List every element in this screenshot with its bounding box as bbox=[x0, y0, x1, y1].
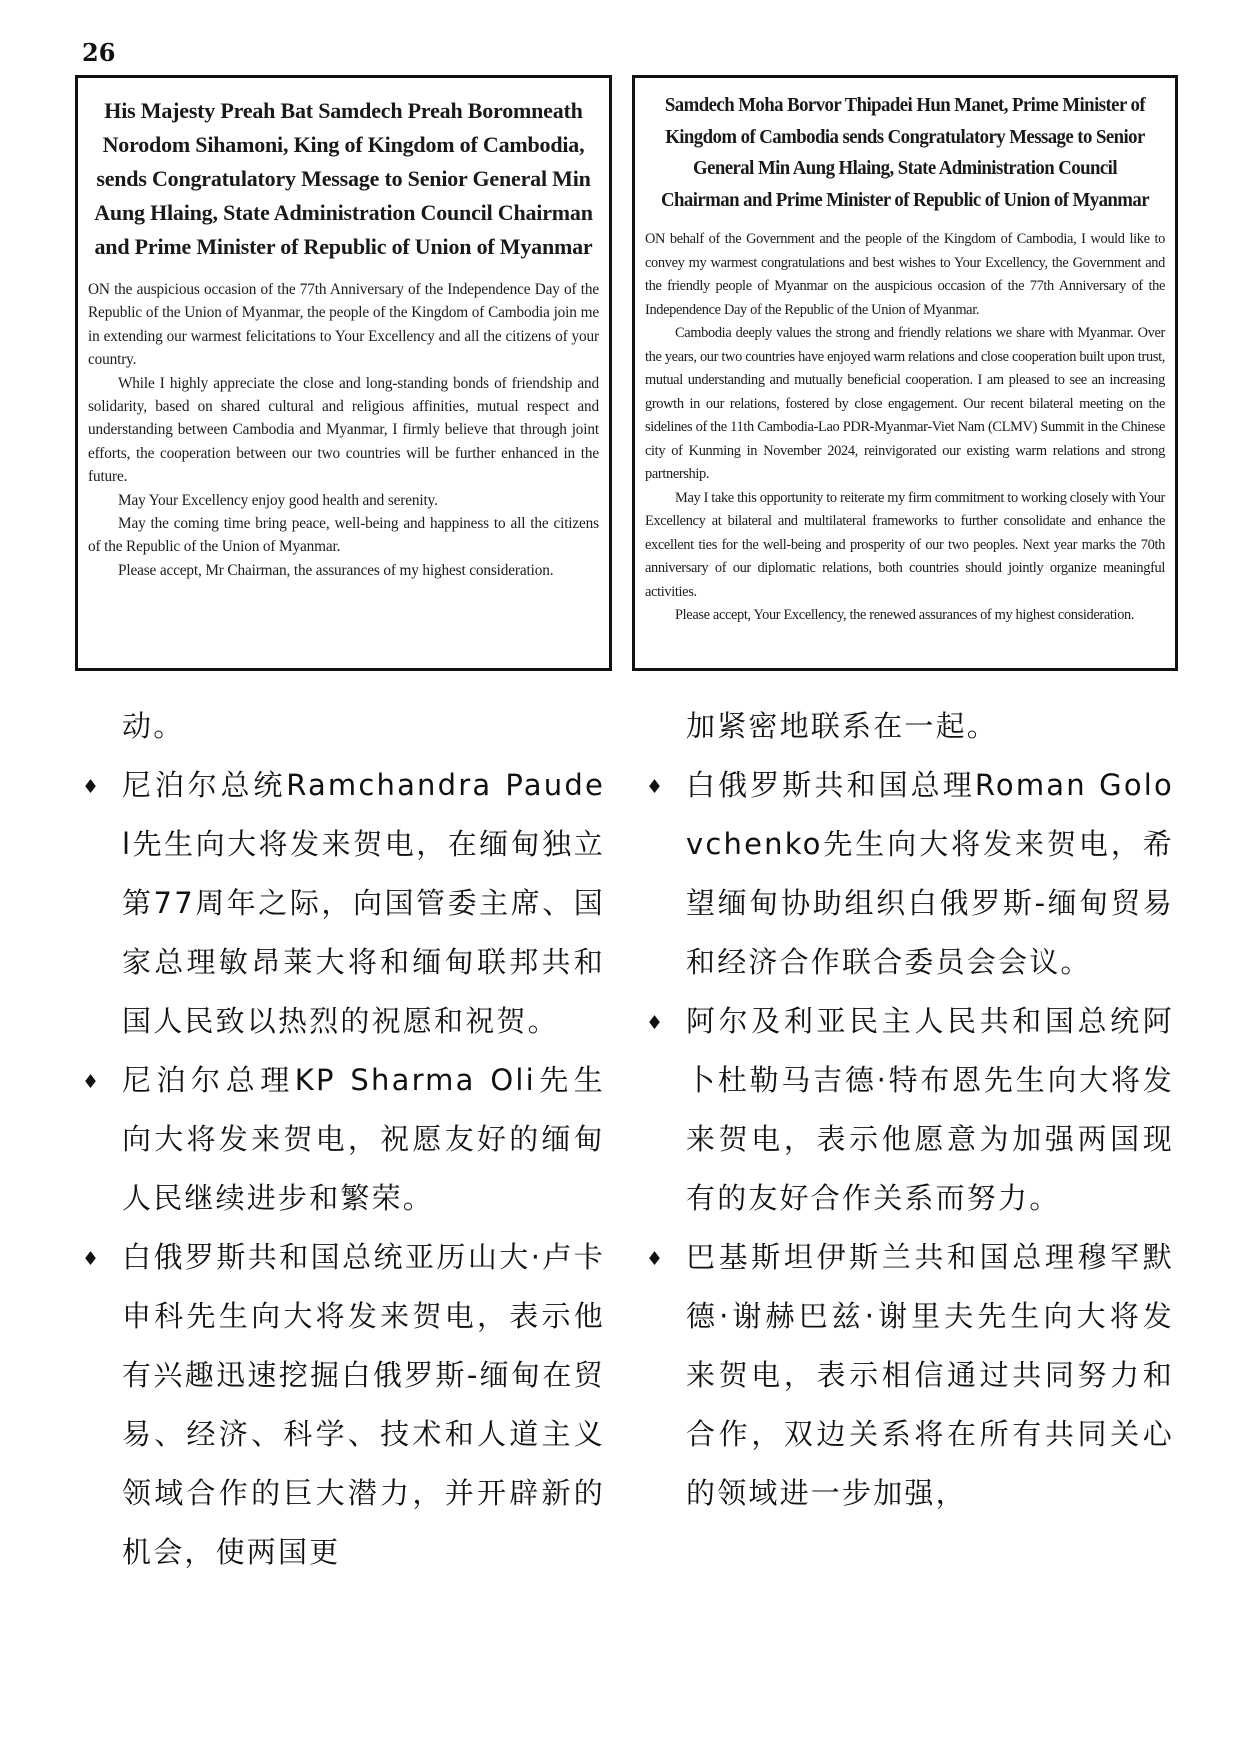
king-message-paragraph: Please accept, Mr Chairman, the assurances of my highest consideration. bbox=[118, 561, 554, 579]
page-number: 26 bbox=[82, 38, 116, 67]
king-message-title: His Majesty Preah Bat Samdech Preah Boromneath Norodom Sihamoni, King of Kingdom of Cambodia, sends Congratulatory Message to Senior General Min Aung Hlaing, State Administration Council Chairman and Prime Minister of Republic of Union of Myanmar bbox=[94, 98, 593, 259]
list-item-text: 巴基斯坦伊斯兰共和国总理穆罕默德·谢赫巴兹·谢里夫先生向大将发来贺电，表示相信通过共同努力和合作，双边关系将在所有共同关心的领域进一步加强， bbox=[686, 1240, 1174, 1510]
diamond-bullet-icon: ♦ bbox=[646, 776, 666, 798]
list-item bbox=[82, 1051, 605, 1228]
continued-text: 加紧密地联系在一起。 bbox=[686, 709, 999, 743]
list-item bbox=[82, 756, 605, 1051]
left-text-column bbox=[82, 697, 605, 1582]
pm-message-title: Samdech Moha Borvor Thipadei Hun Manet, Prime Minister of Kingdom of Cambodia sends Congratulatory Message to Senior General Min Aung Hlaing, State Administration Council Chairman and Prime Minister of Republic of Union of Myanmar bbox=[660, 94, 1150, 211]
pm-message-paragraph: May I take this opportunity to reiterate my firm commitment to working closely with Your Excellency at bilateral and multilateral frameworks to further consolidate and enhance the excellent ties for the well-being and prosperity of our two peoples. Next year marks the 70th anniversary of our diplomatic relations, both countries should jointly organize meaningful activities. bbox=[645, 489, 1165, 600]
list-item-text: 白俄罗斯共和国总统亚历山大·卢卡申科先生向大将发来贺电，表示他有兴趣迅速挖掘白俄罗斯-缅甸在贸易、经济、科学、技术和人道主义领域合作的巨大潜力，并开辟新的机会，使两国更 bbox=[122, 1240, 605, 1569]
continued-text: 动。 bbox=[122, 709, 185, 743]
list-item-text: 白俄罗斯共和国总理Roman Golovchenko先生向大将发来贺电，希望缅甸协助组织白俄罗斯-缅甸贸易和经济合作联合委员会会议。 bbox=[686, 768, 1174, 979]
diamond-bullet-icon: ♦ bbox=[82, 1071, 102, 1093]
list-item-text: 阿尔及利亚民主人民共和国总统阿卜杜勒马吉德·特布恩先生向大将发来贺电，表示他愿意为加强两国现有的友好合作关系而努力。 bbox=[686, 1004, 1174, 1215]
king-message-body bbox=[88, 278, 599, 582]
king-message-paragraph: ON the auspicious occasion of the 77th Anniversary of the Independence Day of the Republic of the Union of Myanmar, the people of the Kingdom of Cambodia join me in extending our warmest felicitations to Your Excellency and all the citizens of your country. bbox=[88, 281, 599, 369]
diamond-bullet-icon: ♦ bbox=[82, 1248, 102, 1270]
list-item bbox=[82, 1228, 605, 1582]
diamond-bullet-icon: ♦ bbox=[646, 1248, 666, 1270]
list-item bbox=[646, 1228, 1174, 1523]
king-message-paragraph: May the coming time bring peace, well-being and happiness to all the citizens of the Republic of the Union of Myanmar. bbox=[88, 515, 599, 556]
diamond-bullet-icon: ♦ bbox=[646, 1012, 666, 1034]
list-item bbox=[646, 992, 1174, 1228]
list-item-text: 尼泊尔总统Ramchandra Paudel先生向大将发来贺电，在缅甸独立第77周年之际，向国管委主席、国家总理敏昂莱大将和缅甸联邦共和国人民致以热烈的祝愿和祝贺。 bbox=[122, 768, 605, 1038]
king-message-paragraph: While I highly appreciate the close and long-standing bonds of friendship and solidarity, based on shared cultural and religious affinities, mutual respect and understanding between Cambodia and Myanmar, I firmly believe that through joint efforts, the cooperation between our two countries will be further enhanced in the future. bbox=[88, 374, 599, 486]
pm-message-paragraph: ON behalf of the Government and the people of the Kingdom of Cambodia, I would like to convey my warmest congratulations and best wishes to Your Excellency, the Government and the friendly people of Myanmar on the auspicious occasion of the 77th Anniversary of the Independence Day of the Republic of the Union of Myanmar. bbox=[645, 231, 1165, 318]
pm-message-paragraph: Cambodia deeply values the strong and friendly relations we share with Myanmar. Over the years, our two countries have enjoyed warm relations and close cooperation built upon trust, mutual understanding and mutually beneficial cooperation. I am pleased to see an increasing growth in our relations, fostered by close engagement. Our recent bilateral meeting on the sidelines of the 11th Cambodia-Lao PDR-Myanmar-Viet Nam (CLMV) Summit in the Chinese city of Kunming in November 2024, reinvigorated our existing warm relations and strong partnership. bbox=[645, 325, 1165, 482]
king-message-paragraph: May Your Excellency enjoy good health and serenity. bbox=[118, 491, 438, 509]
king-message-box bbox=[75, 75, 612, 671]
list-item bbox=[646, 756, 1174, 992]
right-text-column bbox=[646, 697, 1174, 1523]
pm-message-box bbox=[632, 75, 1178, 671]
pm-message-body bbox=[645, 228, 1165, 628]
list-item-text: 尼泊尔总理KP Sharma Oli先生向大将发来贺电，祝愿友好的缅甸人民继续进步和繁荣。 bbox=[122, 1063, 605, 1215]
pm-message-paragraph: Please accept, Your Excellency, the renewed assurances of my highest consideration. bbox=[675, 607, 1135, 623]
diamond-bullet-icon: ♦ bbox=[82, 776, 102, 798]
